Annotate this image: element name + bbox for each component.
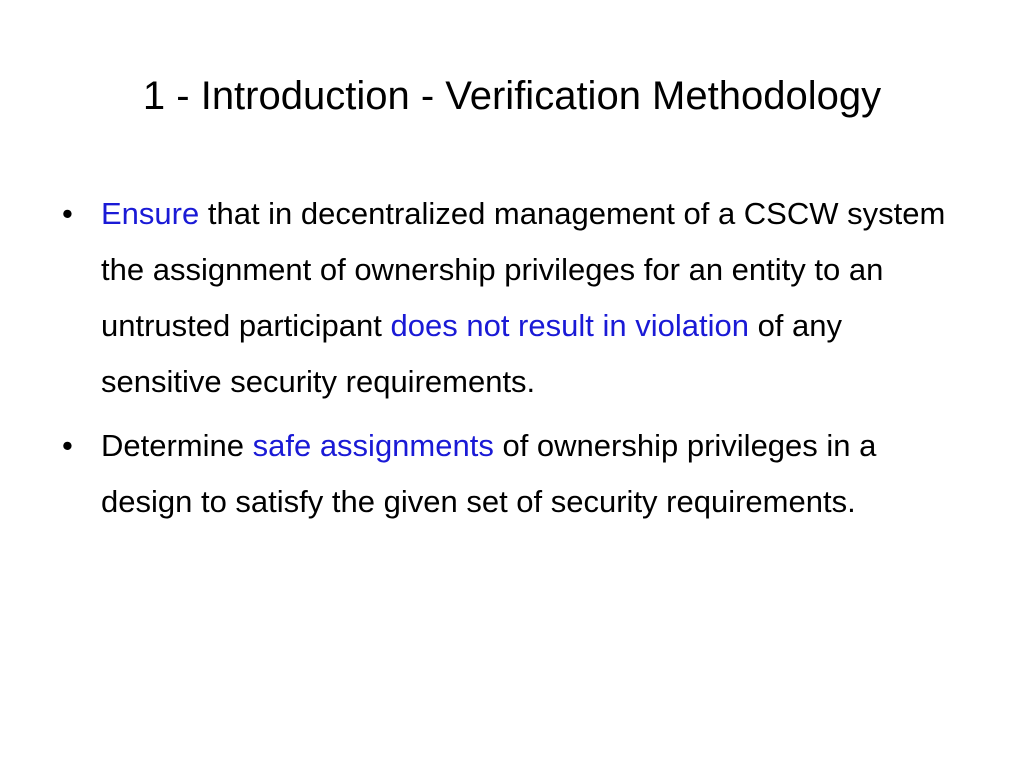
body-text: of any sensitive security requirements. bbox=[101, 308, 843, 399]
slide-title: 1 - Introduction - Verification Methodology bbox=[142, 74, 882, 118]
bullet-item bbox=[60, 418, 966, 530]
highlight-text: does not result in violation bbox=[390, 308, 749, 343]
bullet-icon: • bbox=[62, 196, 73, 231]
body-text: Determine bbox=[101, 428, 253, 463]
bullet-item bbox=[60, 186, 966, 410]
bullet-list bbox=[60, 186, 966, 538]
body-text: of ownership privileges in a design to satisfy the given set of security requirements. bbox=[101, 428, 877, 519]
bullet-icon: • bbox=[62, 428, 73, 463]
highlight-text: safe assignments bbox=[252, 428, 494, 463]
body-text: that in decentralized management of a CSCW system the assignment of ownership privileges for an entity to an untrusted participant bbox=[101, 196, 946, 343]
highlight-text: Ensure bbox=[101, 196, 200, 231]
